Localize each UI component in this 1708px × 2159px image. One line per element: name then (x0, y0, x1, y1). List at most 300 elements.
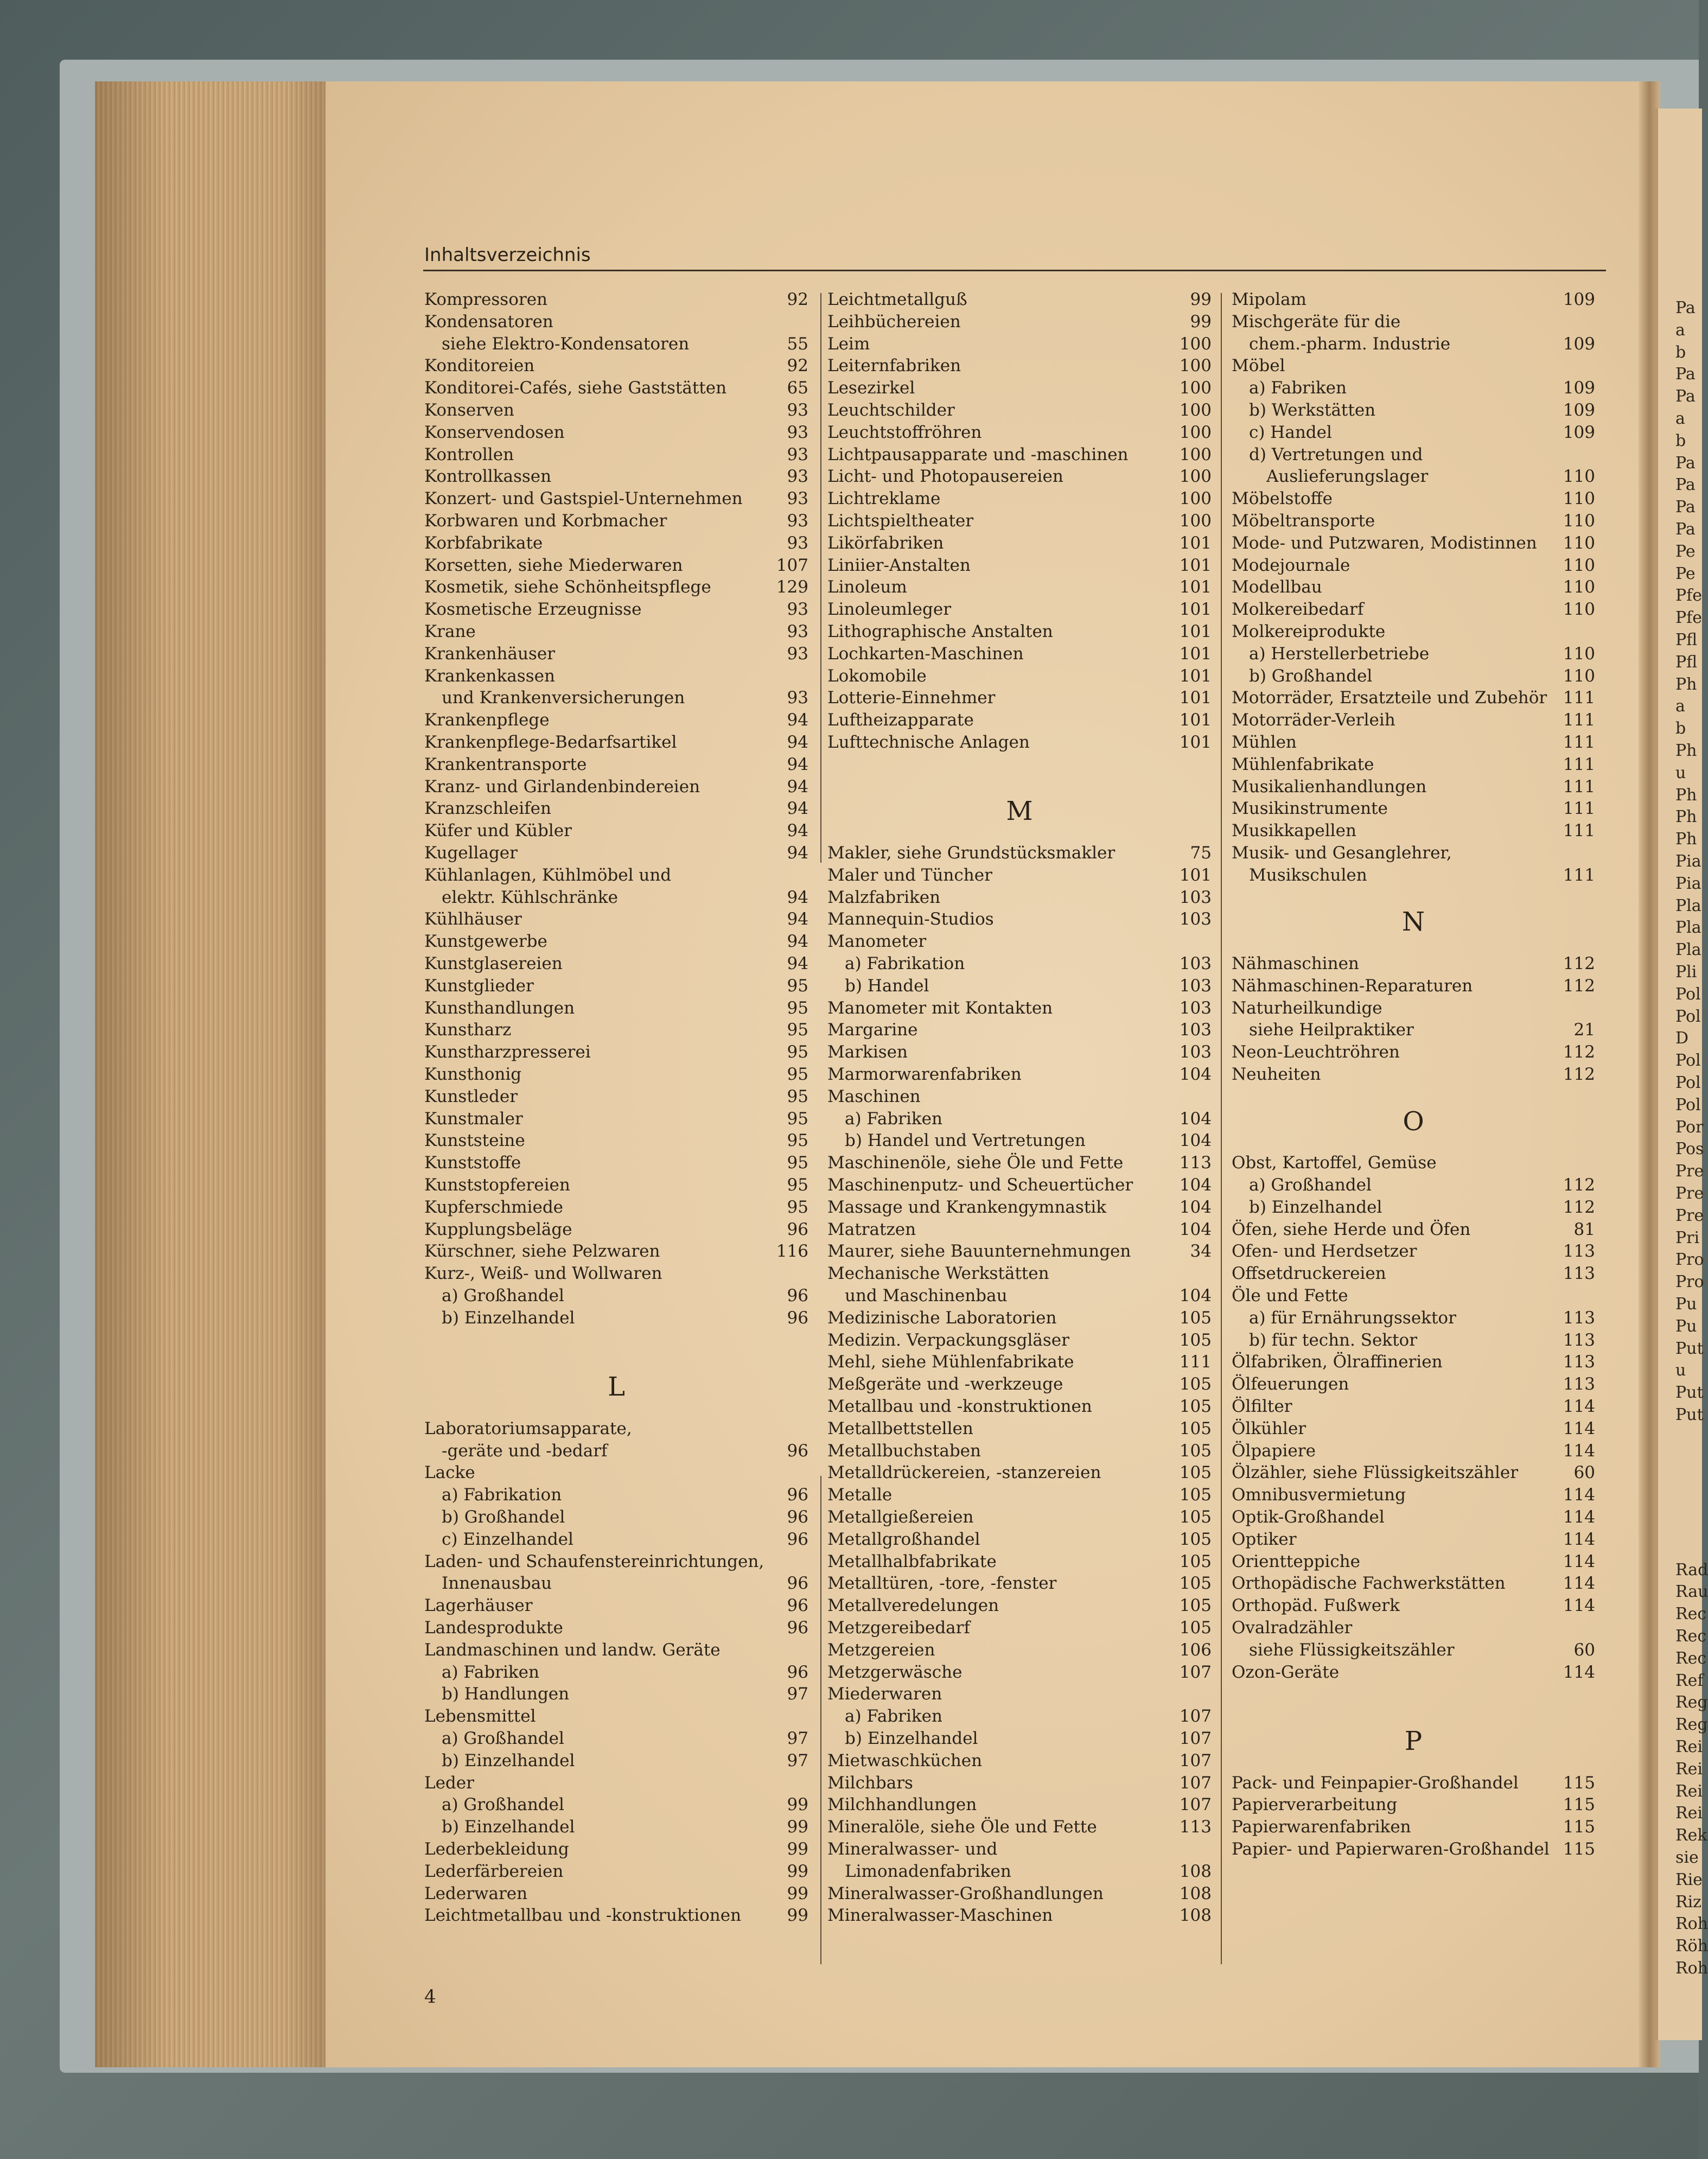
entry-page-number: 105 (1179, 1485, 1212, 1505)
facing-page-text: sie (1675, 1848, 1699, 1867)
entry-term: d) Vertretungen und (1249, 444, 1423, 464)
entry-term: a) Fabriken (845, 1109, 942, 1129)
index-entry (424, 1264, 808, 1283)
entry-term: Mineralöle, siehe Öle und Fette (827, 1817, 1097, 1837)
entry-term: Mipolam (1232, 290, 1307, 309)
entry-term: Maurer, siehe Bauunternehmungen (827, 1241, 1131, 1262)
entry-page-number: 107 (776, 555, 808, 575)
entry-page-number: 99 (787, 1861, 808, 1881)
index-entry (827, 1110, 1212, 1128)
entry-term: Metallhalbfabrikate (827, 1551, 997, 1571)
entry-page-number: 95 (787, 976, 808, 996)
entry-term: a) Großhandel (442, 1795, 564, 1815)
index-entry (424, 556, 808, 575)
entry-page-number: 100 (1179, 444, 1212, 464)
index-entry (1232, 1574, 1595, 1593)
entry-term: Medizin. Verpackungsgläser (827, 1330, 1069, 1350)
index-entry (424, 778, 808, 796)
index-entry (424, 711, 808, 729)
entry-term: a) Fabrikation (442, 1485, 562, 1505)
entry-page-number: 96 (787, 1485, 808, 1505)
entry-term: Konservendosen (424, 422, 565, 442)
entry-term: Landmaschinen und landw. Geräte (424, 1640, 721, 1660)
index-entry (827, 1619, 1212, 1637)
entry-page-number: 115 (1563, 1817, 1595, 1837)
entry-page-number: 93 (787, 600, 808, 620)
index-entry (1232, 1065, 1595, 1084)
index-entry (424, 1309, 808, 1327)
entry-term: Korbfabrikate (424, 533, 543, 553)
index-entry (827, 1596, 1212, 1615)
facing-page-text: Roh (1675, 1959, 1708, 1978)
facing-page-text: Pa (1675, 387, 1696, 406)
index-entry (827, 1552, 1212, 1571)
index-entry (424, 1862, 808, 1881)
index-entry (424, 844, 808, 862)
entry-page-number: 101 (1179, 733, 1212, 752)
entry-page-number: 110 (1563, 600, 1595, 620)
index-entry (424, 1795, 808, 1814)
entry-page-number: 95 (787, 998, 808, 1018)
index-entry (424, 932, 808, 951)
entry-term: Ölfilter (1232, 1397, 1292, 1416)
facing-page-text: Put (1675, 1405, 1704, 1424)
facing-page-text: u (1675, 1361, 1686, 1380)
index-entry (424, 512, 808, 530)
entry-term: Kranz- und Girlandenbindereien (424, 776, 700, 797)
entry-page-number: 114 (1563, 1662, 1595, 1682)
entry-page-number: 111 (1563, 821, 1595, 841)
entry-term: Öfen, siehe Herde und Öfen (1232, 1219, 1471, 1239)
index-entry (1232, 401, 1595, 419)
index-entry (827, 733, 1212, 751)
entry-page-number: 109 (1563, 400, 1595, 420)
page-edges (95, 81, 334, 2067)
entry-term: Kunstleder (424, 1086, 518, 1106)
entry-term: Maschinenöle, siehe Öle und Fette (827, 1153, 1124, 1173)
index-entry (1232, 1774, 1595, 1792)
entry-term: Korbwaren und Korbmacher (424, 511, 667, 531)
facing-page-text: Rec (1675, 1627, 1707, 1646)
entry-page-number: 105 (1179, 1308, 1212, 1328)
entry-page-number: 105 (1179, 1463, 1212, 1483)
facing-page-text: Pu (1675, 1316, 1697, 1336)
index-entry (424, 1065, 808, 1084)
entry-page-number: 94 (787, 710, 808, 730)
entry-term: Makler, siehe Grundstücksmakler (827, 843, 1116, 863)
entry-term: Kondensatoren (424, 311, 553, 332)
index-entry (424, 1641, 808, 1659)
entry-page-number: 111 (1563, 733, 1595, 752)
entry-term: c) Handel (1249, 422, 1332, 442)
entry-term: b) Großhandel (1249, 666, 1373, 686)
entry-term: Linoleum (827, 577, 907, 597)
entry-term: b) Einzelhandel (845, 1729, 978, 1748)
entry-page-number: 100 (1179, 467, 1212, 487)
entry-term: Kürschner, siehe Pelzwaren (424, 1241, 660, 1262)
entry-term: Metallbau und -konstruktionen (827, 1397, 1092, 1416)
entry-page-number: 96 (787, 1529, 808, 1549)
facing-page-text: Rad (1675, 1560, 1708, 1580)
entry-page-number: 104 (1179, 1219, 1212, 1239)
facing-page-text: Ph (1675, 807, 1697, 827)
index-entry (424, 755, 808, 774)
entry-term: Öle und Fette (1232, 1286, 1348, 1305)
entry-page-number: 60 (1573, 1463, 1595, 1483)
entry-term: Kosmetische Erzeugnisse (424, 600, 642, 620)
entry-page-number: 107 (1179, 1706, 1212, 1727)
index-entry (424, 733, 808, 751)
index-entry (1232, 313, 1595, 331)
entry-term: Maschinenputz- und Scheuertücher (827, 1175, 1133, 1195)
entry-term: Kunstgewerbe (424, 932, 547, 952)
index-entry (1232, 1176, 1595, 1194)
index-entry (424, 888, 808, 907)
entry-page-number: 104 (1179, 1131, 1212, 1151)
index-entry (1232, 1198, 1595, 1217)
index-entry (424, 977, 808, 995)
facing-page-text: Röh (1675, 1937, 1708, 1956)
facing-page-text: Rei (1675, 1804, 1703, 1823)
facing-page-text: Pre (1675, 1206, 1704, 1225)
entry-term: Lederbekleidung (424, 1839, 569, 1859)
entry-term: a) Herstellerbetriebe (1249, 644, 1430, 664)
column-divider-2 (1221, 293, 1222, 1964)
facing-page-text: Reg (1675, 1693, 1708, 1712)
facing-page-text: Pro (1675, 1250, 1704, 1270)
entry-page-number: 96 (787, 1507, 808, 1527)
index-entry (827, 1331, 1212, 1349)
index-entry (424, 578, 808, 596)
entry-page-number: 110 (1563, 666, 1595, 686)
entry-page-number: 103 (1179, 1042, 1212, 1062)
entry-term: Kontrollkassen (424, 467, 552, 487)
facing-page-text: Rei (1675, 1759, 1703, 1779)
entry-page-number: 101 (1179, 710, 1212, 730)
entry-page-number: 109 (1563, 290, 1595, 309)
entry-page-number: 96 (787, 1574, 808, 1594)
entry-page-number: 99 (787, 1906, 808, 1926)
entry-page-number: 111 (1563, 688, 1595, 708)
entry-term: Kunststopfereien (424, 1175, 570, 1195)
entry-page-number: 94 (787, 843, 808, 863)
facing-page-text: Pla (1675, 918, 1701, 938)
index-entry (424, 1596, 808, 1615)
index-entry (1232, 1619, 1595, 1637)
index-entry (424, 1154, 808, 1172)
entry-term: a) Großhandel (1249, 1175, 1372, 1195)
facing-page-text: Pa (1675, 298, 1696, 317)
section-letter: N (1402, 907, 1425, 938)
entry-page-number: 113 (1563, 1352, 1595, 1372)
entry-page-number: 94 (787, 733, 808, 752)
entry-term: Leim (827, 334, 870, 354)
entry-page-number: 94 (787, 799, 808, 819)
facing-page-text: Pla (1675, 896, 1701, 915)
index-entry (1232, 1508, 1595, 1526)
entry-term: Malzfabriken (827, 887, 941, 907)
index-entry (1232, 290, 1595, 309)
entry-page-number: 96 (787, 1441, 808, 1461)
index-entry (827, 1884, 1212, 1903)
entry-page-number: 105 (1179, 1574, 1212, 1594)
facing-page-text: Pfe (1675, 608, 1703, 628)
entry-term: Marmorwarenfabriken (827, 1065, 1022, 1084)
entry-term: Medizinische Laboratorien (827, 1308, 1057, 1328)
entry-page-number: 101 (1179, 577, 1212, 597)
index-entry (827, 1463, 1212, 1482)
index-entry (1232, 1596, 1595, 1615)
index-entry (424, 1663, 808, 1682)
index-entry (1232, 1552, 1595, 1571)
entry-page-number: 101 (1179, 865, 1212, 885)
entry-page-number: 94 (787, 887, 808, 907)
index-entry (1232, 1154, 1595, 1172)
entry-term: Lederwaren (424, 1883, 528, 1903)
index-entry (424, 1752, 808, 1770)
index-entry (827, 1486, 1212, 1504)
entry-page-number: 94 (787, 754, 808, 774)
facing-page-text: b (1675, 342, 1686, 362)
entry-term: Kranzschleifen (424, 799, 551, 819)
section-letter: M (1006, 796, 1033, 827)
facing-page-text: Pol (1675, 1051, 1701, 1071)
entry-page-number: 109 (1563, 422, 1595, 442)
index-entry (827, 1087, 1212, 1106)
facing-page-text: a (1675, 409, 1685, 428)
entry-term: Milchbars (827, 1773, 913, 1793)
entry-term: Kurz-, Weiß- und Wollwaren (424, 1264, 662, 1284)
entry-page-number: 100 (1179, 378, 1212, 398)
entry-term: Kupferschmiede (424, 1197, 564, 1217)
entry-page-number: 104 (1179, 1286, 1212, 1305)
entry-term: Konzert- und Gastspiel-Unternehmen (424, 489, 743, 509)
facing-page-text: Pli (1675, 963, 1697, 982)
entry-term: Laboratoriumsapparate, (424, 1418, 632, 1438)
index-entry (1232, 1530, 1595, 1549)
facing-page-text: Ref (1675, 1671, 1704, 1690)
entry-term: b) Einzelhandel (442, 1308, 575, 1328)
entry-term: Margarine (827, 1020, 918, 1040)
entry-term: Kompressoren (424, 290, 548, 309)
entry-term: Kunstharz (424, 1020, 512, 1040)
index-entry (1232, 999, 1595, 1017)
index-entry (424, 1242, 808, 1260)
index-entry (827, 711, 1212, 729)
entry-term: Krankenpflege-Bedarfsartikel (424, 733, 677, 752)
index-entry (827, 932, 1212, 951)
entry-term: b) Einzelhandel (442, 1750, 575, 1770)
index-entry (827, 1419, 1212, 1438)
entry-term: Kunsthandlungen (424, 998, 575, 1018)
entry-term: Modellbau (1232, 577, 1322, 597)
index-entry (424, 1685, 808, 1703)
column-divider-1 (820, 293, 821, 863)
entry-page-number: 114 (1563, 1596, 1595, 1616)
index-entry (424, 799, 808, 818)
section-letter: L (608, 1372, 625, 1403)
entry-page-number: 107 (1179, 1795, 1212, 1815)
index-entry (827, 556, 1212, 575)
entry-term: Ofen- und Herdsetzer (1232, 1241, 1417, 1262)
entry-term: Kühlanlagen, Kühlmöbel und (424, 865, 672, 885)
facing-page-text: b (1675, 719, 1686, 738)
entry-page-number: 115 (1563, 1839, 1595, 1859)
entry-term: Lithographische Anstalten (827, 622, 1053, 641)
entry-term: Kosmetik, siehe Schönheitspflege (424, 577, 711, 597)
entry-page-number: 95 (787, 1131, 808, 1151)
entry-page-number: 96 (787, 1219, 808, 1239)
entry-term: a) Fabriken (845, 1706, 942, 1727)
entry-page-number: 100 (1179, 356, 1212, 376)
entry-term: Konditorei-Cafés, siehe Gaststätten (424, 378, 727, 398)
entry-term: c) Einzelhandel (442, 1529, 573, 1549)
index-entry (827, 313, 1212, 331)
entry-term: Nähmaschinen (1232, 954, 1359, 973)
entry-page-number: 95 (787, 1042, 808, 1062)
facing-page-text: Pu (1675, 1295, 1697, 1314)
index-entry (424, 600, 808, 619)
entry-term: Lesezirkel (827, 378, 915, 398)
index-entry (827, 290, 1212, 309)
entry-page-number: 21 (1573, 1020, 1595, 1040)
entry-page-number: 110 (1563, 555, 1595, 575)
entry-page-number: 113 (1179, 1153, 1212, 1173)
entry-page-number: 107 (1179, 1662, 1212, 1682)
index-entry (827, 578, 1212, 596)
entry-page-number: 101 (1179, 666, 1212, 686)
index-entry (827, 512, 1212, 530)
entry-page-number: 114 (1563, 1485, 1595, 1505)
index-entry (1232, 645, 1595, 663)
entry-page-number: 105 (1179, 1529, 1212, 1549)
entry-page-number: 109 (1563, 378, 1595, 398)
entry-page-number: 104 (1179, 1175, 1212, 1195)
index-entry (827, 1685, 1212, 1703)
entry-term: Metallbettstellen (827, 1418, 973, 1438)
entry-page-number: 111 (1563, 865, 1595, 885)
entry-page-number: 99 (787, 1817, 808, 1837)
index-entry (1232, 1397, 1595, 1416)
entry-page-number: 109 (1563, 334, 1595, 354)
index-entry (424, 1463, 808, 1482)
entry-page-number: 93 (787, 533, 808, 553)
entry-term: Metalle (827, 1485, 893, 1505)
entry-page-number: 95 (787, 1197, 808, 1217)
entry-term: Miederwaren (827, 1684, 942, 1704)
index-entry (1232, 445, 1595, 464)
entry-page-number: 93 (787, 688, 808, 708)
entry-page-number: 105 (1179, 1618, 1212, 1638)
index-entry (1232, 977, 1595, 995)
entry-page-number: 92 (787, 356, 808, 376)
entry-term: Mechanische Werkstätten (827, 1264, 1049, 1284)
entry-term: Konditoreien (424, 356, 535, 376)
index-entry (827, 1752, 1212, 1770)
index-entry (424, 1220, 808, 1239)
entry-page-number: 105 (1179, 1507, 1212, 1527)
entry-page-number: 97 (787, 1729, 808, 1748)
entry-term: siehe Flüssigkeitszähler (1249, 1640, 1455, 1660)
entry-term: Licht- und Photopausereien (827, 467, 1063, 487)
entry-term: chem.-pharm. Industrie (1249, 334, 1451, 354)
entry-term: und Maschinenbau (845, 1286, 1008, 1305)
entry-term: Milchhandlungen (827, 1795, 977, 1815)
entry-term: b) Werkstätten (1249, 400, 1376, 420)
entry-page-number: 103 (1179, 909, 1212, 929)
entry-term: Kunstglieder (424, 976, 534, 996)
facing-page-text: Pe (1675, 564, 1696, 583)
entry-page-number: 103 (1179, 998, 1212, 1018)
entry-term: Kunstglasereien (424, 954, 563, 973)
facing-page-text: Pa (1675, 453, 1696, 473)
index-entry (827, 1508, 1212, 1526)
index-entry (1232, 1818, 1595, 1836)
entry-term: Metallgießereien (827, 1507, 974, 1527)
index-entry (1232, 821, 1595, 840)
facing-page-text: Pa (1675, 365, 1696, 384)
entry-page-number: 104 (1179, 1197, 1212, 1217)
entry-page-number: 105 (1179, 1397, 1212, 1416)
entry-page-number: 115 (1563, 1773, 1595, 1793)
index-entry (1232, 1287, 1595, 1305)
entry-page-number: 114 (1563, 1529, 1595, 1549)
entry-page-number: 94 (787, 776, 808, 797)
entry-page-number: 101 (1179, 533, 1212, 553)
entry-page-number: 113 (1563, 1264, 1595, 1284)
entry-term: a) für Ernährungssektor (1249, 1308, 1456, 1328)
entry-term: b) Handel und Vertretungen (845, 1131, 1086, 1151)
index-entry (1232, 1795, 1595, 1814)
index-entry (827, 1065, 1212, 1084)
facing-page-fragment (1655, 109, 1708, 2040)
facing-page-text: Rec (1675, 1648, 1707, 1668)
index-entry (827, 600, 1212, 619)
index-entry (1232, 512, 1595, 530)
index-entry (424, 379, 808, 397)
entry-page-number: 111 (1563, 710, 1595, 730)
entry-page-number: 105 (1179, 1596, 1212, 1616)
entry-page-number: 107 (1179, 1750, 1212, 1770)
entry-term: Metallbuchstaben (827, 1441, 981, 1461)
entry-term: Likörfabriken (827, 533, 944, 553)
index-entry (424, 999, 808, 1017)
entry-page-number: 116 (776, 1241, 808, 1262)
page-number: 4 (424, 1986, 436, 2008)
index-entry (424, 622, 808, 641)
entry-page-number: 113 (1179, 1817, 1212, 1837)
index-entry (827, 1353, 1212, 1371)
entry-page-number: 107 (1179, 1773, 1212, 1793)
facing-page-text: u (1675, 763, 1686, 782)
index-entry (827, 1840, 1212, 1858)
entry-term: Krankenpflege (424, 710, 550, 730)
entry-term: Massage und Krankengymnastik (827, 1197, 1106, 1217)
entry-term: Krankentransporte (424, 754, 587, 774)
entry-term: Leuchtschilder (827, 400, 955, 420)
entry-term: Lederfärbereien (424, 1861, 564, 1881)
facing-page-text: Rau (1675, 1582, 1708, 1602)
entry-page-number: 99 (787, 1883, 808, 1903)
index-entry (1232, 755, 1595, 774)
entry-term: Optik-Großhandel (1232, 1507, 1385, 1527)
entry-page-number: 96 (787, 1286, 808, 1305)
index-entry (827, 954, 1212, 973)
entry-page-number: 99 (1190, 311, 1212, 332)
entry-term: Lufttechnische Anlagen (827, 733, 1030, 752)
index-entry (1232, 733, 1595, 751)
facing-page-text: D (1675, 1029, 1689, 1048)
